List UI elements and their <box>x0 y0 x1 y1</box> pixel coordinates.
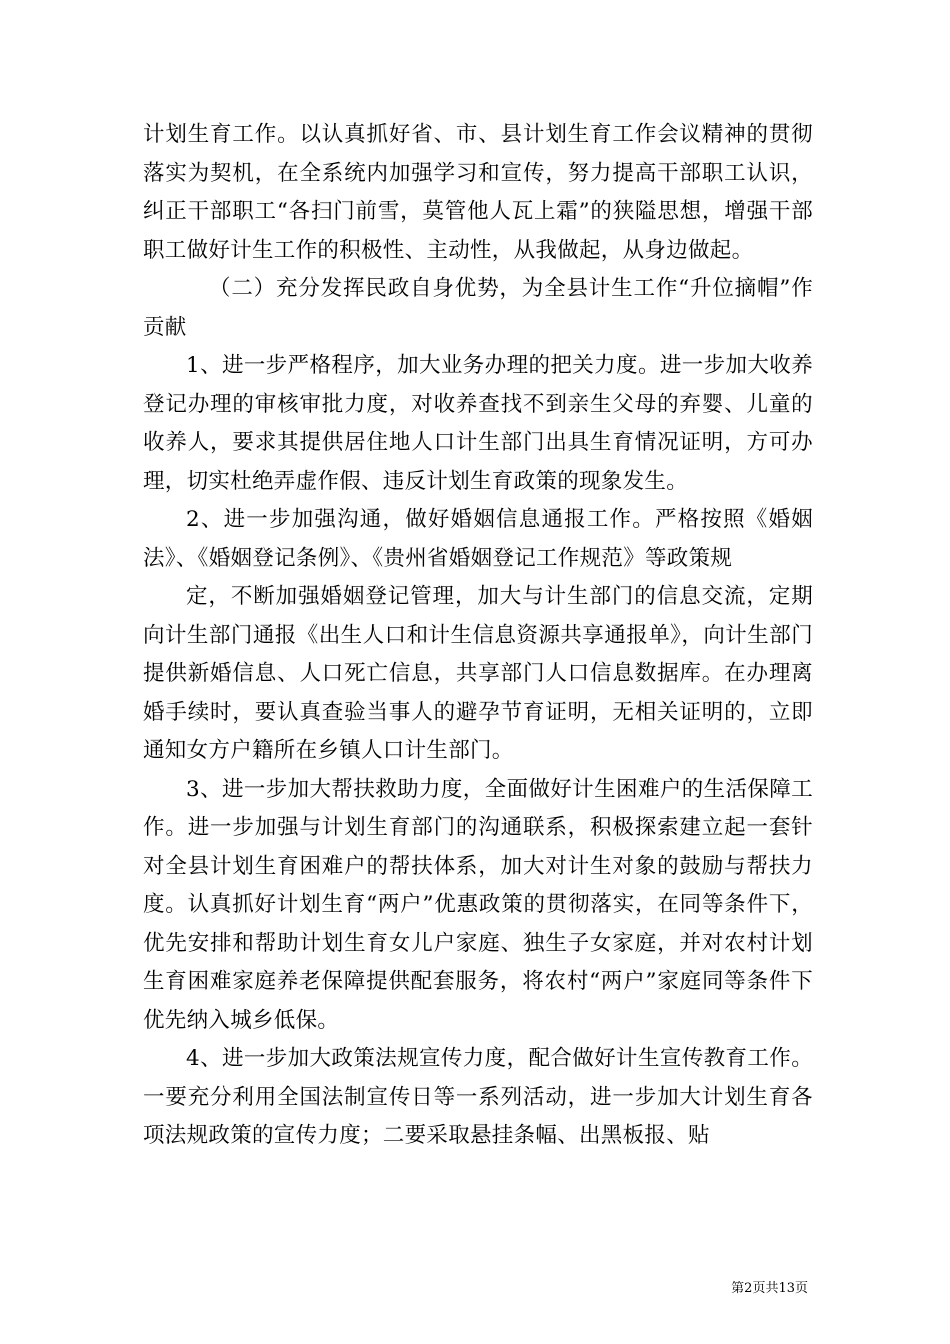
paragraph-item-2: 2、进一步加强沟通，做好婚姻信息通报工作。严格按照《婚姻法》、《婚姻登记条例》、《贵州省婚姻登记工作规范》等政策规 <box>143 507 813 571</box>
section-heading: （二）充分发挥民政自身优势，为全县计生工作“升位摘帽”作贡献 <box>143 276 813 340</box>
paragraph-item-2-continued: 定，不断加强婚姻登记管理，加大与计生部门的信息交流，定期向计生部门通报《出生人口和计生信息资源共享通报单》，向计生部门提供新婚信息、人口死亡信息，共享部门人口信息数据库。在办理离婚手续时，要认真查验当事人的避孕节育证明，无相关证明的，立即通知女方户籍所在乡镇人口计生部门。 <box>143 584 813 763</box>
page-number: 第2页共13页 <box>731 1281 808 1296</box>
paragraph-1: 计划生育工作。以认真抓好省、市、县计划生育工作会议精神的贯彻落实为契机，在全系统内加强学习和宣传，努力提高干部职工认识，纠正干部职工“各扫门前雪，莫管他人瓦上霜”的狭隘思想，增强干部职工做好计生工作的积极性、主动性，从我做起，从身边做起。 <box>143 122 813 263</box>
body-text <box>143 116 813 1156</box>
paragraph-item-3: 3、进一步加大帮扶救助力度，全面做好计生困难户的生活保障工作。进一步加强与计划生育部门的沟通联系，积极探索建立起一套针对全县计划生育困难户的帮扶体系，加大对计生对象的鼓励与帮扶力度。认真抓好计划生育“两户”优惠政策的贯彻落实，在同等条件下，优先安排和帮助计划生育女儿户家庭、独生子女家庭，并对农村计划生育困难家庭养老保障提供配套服务，将农村“两户”家庭同等条件下优先纳入城乡低保。 <box>143 776 813 1033</box>
paragraph-item-1: 1、进一步严格程序，加大业务办理的把关力度。进一步加大收养登记办理的审核审批力度，对收养查找不到亲生父母的弃婴、儿童的收养人，要求其提供居住地人口计生部门出具生育情况证明，方可办理，切实杜绝弄虚作假、违反计划生育政策的现象发生。 <box>143 353 813 494</box>
paragraph-item-4: 4、进一步加大政策法规宣传力度，配合做好计生宣传教育工作。一要充分利用全国法制宣传日等一系列活动，进一步加大计划生育各项法规政策的宣传力度；二要采取悬挂条幅、出黑板报、贴 <box>143 1046 813 1148</box>
